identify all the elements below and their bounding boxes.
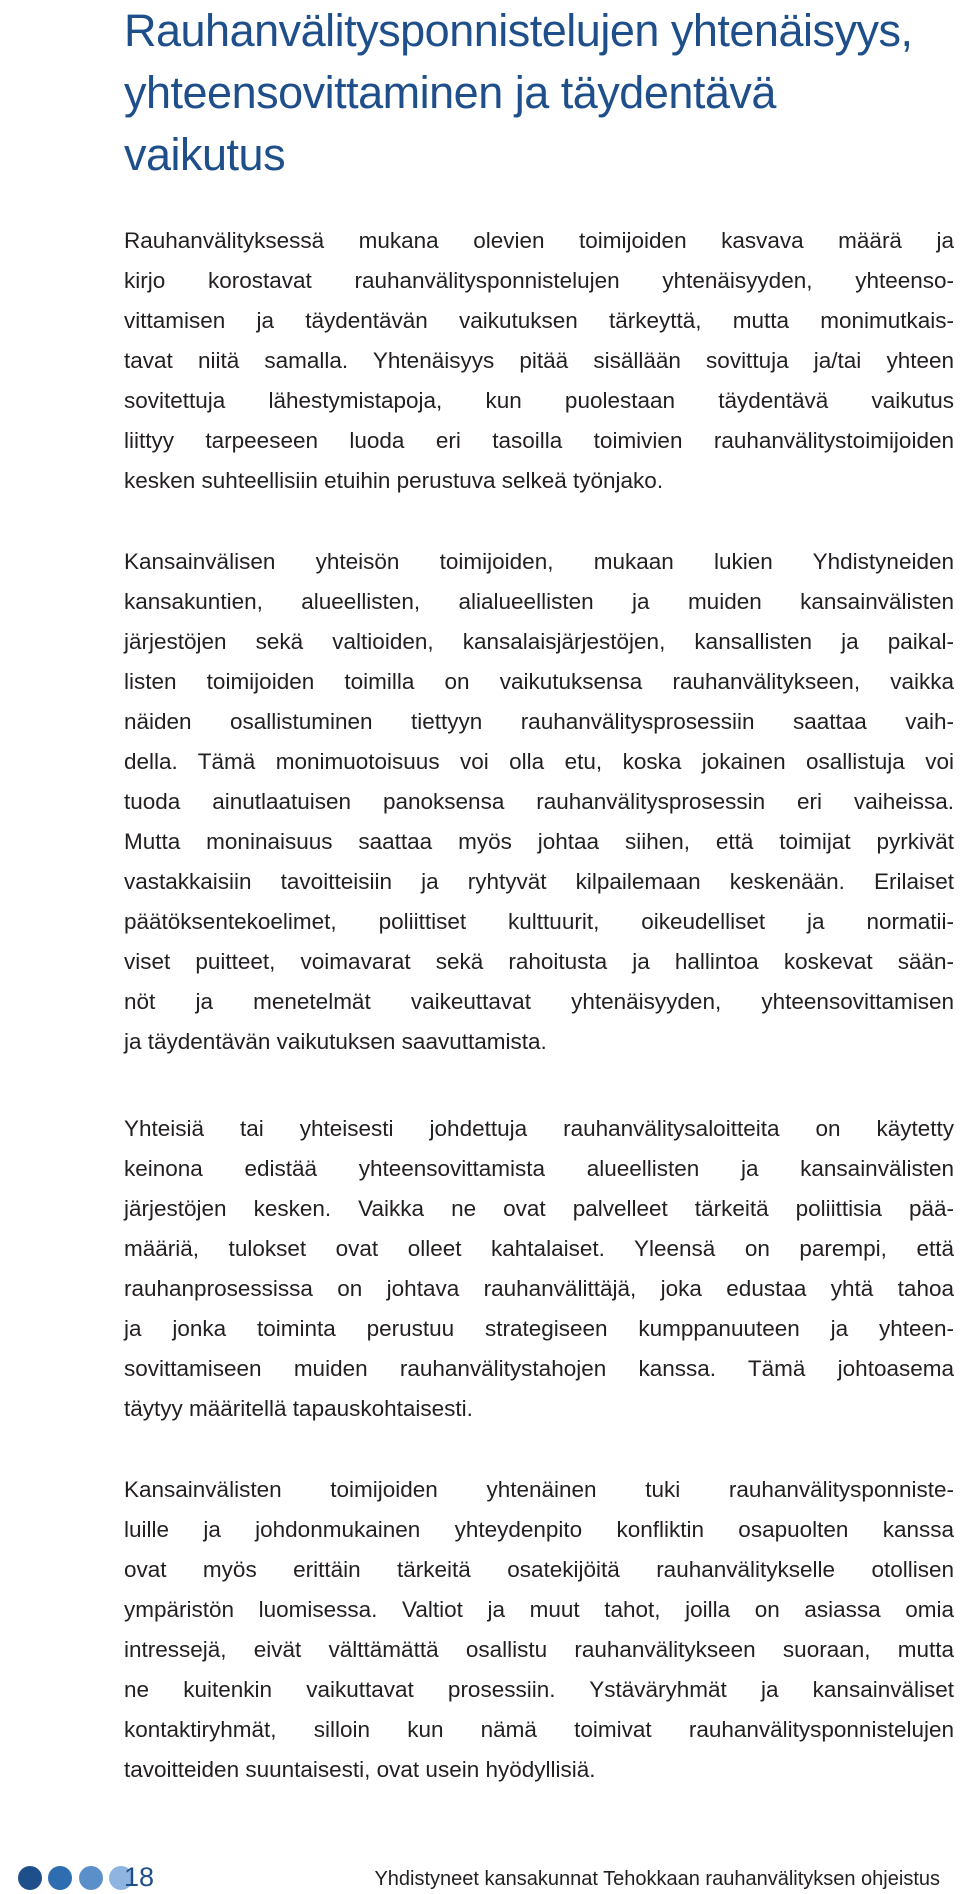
paragraph-line: ja jonka toiminta perustuu strategiseen kumppanuuteen ja yhteen-	[124, 1316, 954, 1341]
paragraph-line: Kansainvälisen yhteisön toimijoiden, mukaan lukien Yhdistyneiden	[124, 549, 954, 574]
section-title-line: yhteensovittaminen ja täydentävä	[124, 67, 776, 118]
paragraph-1	[124, 221, 954, 501]
paragraph-3	[124, 1109, 954, 1429]
paragraph-line: Mutta moninaisuus saattaa myös johtaa siihen, että toimijat pyrkivät	[124, 829, 954, 854]
paragraph-line: järjestöjen sekä valtioiden, kansalaisjärjestöjen, kansallisten ja paikal-	[124, 629, 954, 654]
paragraph-line: näiden osallistuminen tiettyyn rauhanvälitysprosessiin saattaa vaih-	[124, 709, 954, 734]
paragraph-line: Kansainvälisten toimijoiden yhtenäinen tuki rauhanvälitysponniste-	[124, 1477, 954, 1502]
section-title-line: Rauhanvälitysponnistelujen yhtenäisyys,	[124, 5, 913, 56]
publication-title: Yhdistyneet kansakunnat Tehokkaan rauhanvälityksen ohjeistus	[374, 1868, 940, 1890]
paragraph-line: liittyy tarpeeseen luoda eri tasoilla toimivien rauhanvälitystoimijoiden	[124, 428, 954, 453]
page-number: 18	[124, 1862, 155, 1892]
paragraph-line: tavoitteiden suuntaisesti, ovat usein hyödyllisiä.	[124, 1757, 596, 1782]
paragraph-line: ovat myös erittäin tärkeitä osatekijöitä rauhanvälitykselle otollisen	[124, 1557, 954, 1582]
paragraph-line: kirjo korostavat rauhanvälitysponnistelujen yhtenäisyyden, yhteenso-	[124, 268, 954, 293]
paragraph-line: järjestöjen kesken. Vaikka ne ovat palvelleet tärkeitä poliittisia pää-	[124, 1196, 954, 1221]
footer-dots-decoration	[18, 1866, 135, 1892]
paragraph-line: keinona edistää yhteensovittamista alueellisten ja kansainvälisten	[124, 1156, 954, 1181]
section-title-line: vaikutus	[124, 129, 286, 180]
paragraph-line: ne kuitenkin vaikuttavat prosessiin. Ystäväryhmät ja kansainväliset	[124, 1677, 954, 1702]
paragraph-line: täytyy määritellä tapauskohtaisesti.	[124, 1396, 473, 1421]
paragraph-line: kesken suhteellisiin etuihin perustuva selkeä työnjako.	[124, 468, 664, 493]
paragraph-line: viset puitteet, voimavarat sekä rahoitusta ja hallintoa koskevat sään-	[124, 949, 954, 974]
paragraph-line: kansakuntien, alueellisten, alialueellisten ja muiden kansainvälisten	[124, 589, 954, 614]
paragraph-line: määriä, tulokset ovat olleet kahtalaiset. Yleensä on parempi, että	[124, 1236, 954, 1261]
paragraph-line: Rauhanvälityksessä mukana olevien toimijoiden kasvava määrä ja	[124, 228, 954, 253]
paragraph-line: vastakkaisiin tavoitteisiin ja ryhtyvät kilpailemaan keskenään. Erilaiset	[124, 869, 954, 894]
paragraph-line: kontaktiryhmät, silloin kun nämä toimivat rauhanvälitysponnistelujen	[124, 1717, 954, 1742]
footer-dot	[48, 1866, 72, 1890]
paragraph-line: rauhanprosessissa on johtava rauhanvälittäjä, joka edustaa yhtä tahoa	[124, 1276, 954, 1301]
footer-dot	[18, 1866, 42, 1890]
paragraph-line: tavat niitä samalla. Yhtenäisyys pitää sisällään sovittuja ja/tai yhteen	[124, 348, 954, 373]
paragraph-line: ympäristön luomisessa. Valtiot ja muut tahot, joilla on asiassa omia	[124, 1597, 954, 1622]
paragraph-line: sovitettuja lähestymistapoja, kun puolestaan täydentävä vaikutus	[124, 388, 954, 413]
paragraph-line: sovittamiseen muiden rauhanvälitystahojen kanssa. Tämä johtoasema	[124, 1356, 954, 1381]
footer-dot	[79, 1866, 103, 1890]
paragraph-line: listen toimijoiden toimilla on vaikutuksensa rauhanvälitykseen, vaikka	[124, 669, 954, 694]
paragraph-line: ja täydentävän vaikutuksen saavuttamista.	[124, 1029, 547, 1054]
page-footer	[0, 1860, 960, 1894]
paragraph-line: della. Tämä monimuotoisuus voi olla etu, koska jokainen osallistuja voi	[124, 749, 954, 774]
paragraph-line: päätöksentekoelimet, poliittiset kulttuurit, oikeudelliset ja normatii-	[124, 909, 954, 934]
paragraph-line: vittamisen ja täydentävän vaikutuksen tärkeyttä, mutta monimutkais-	[124, 308, 954, 333]
paragraph-line: Yhteisiä tai yhteisesti johdettuja rauhanvälitysaloitteita on käytetty	[124, 1116, 954, 1141]
section-title	[124, 0, 954, 186]
paragraph-line: luille ja johdonmukainen yhteydenpito konfliktin osapuolten kanssa	[124, 1517, 954, 1542]
paragraph-line: intressejä, eivät välttämättä osallistu rauhanvälitykseen suoraan, mutta	[124, 1637, 954, 1662]
paragraph-4	[124, 1470, 954, 1790]
paragraph-line: nöt ja menetelmät vaikeuttavat yhtenäisyyden, yhteensovittamisen	[124, 989, 954, 1014]
paragraph-line: tuoda ainutlaatuisen panoksensa rauhanvälitysprosessin eri vaiheissa.	[124, 789, 954, 814]
paragraph-2	[124, 542, 954, 1062]
